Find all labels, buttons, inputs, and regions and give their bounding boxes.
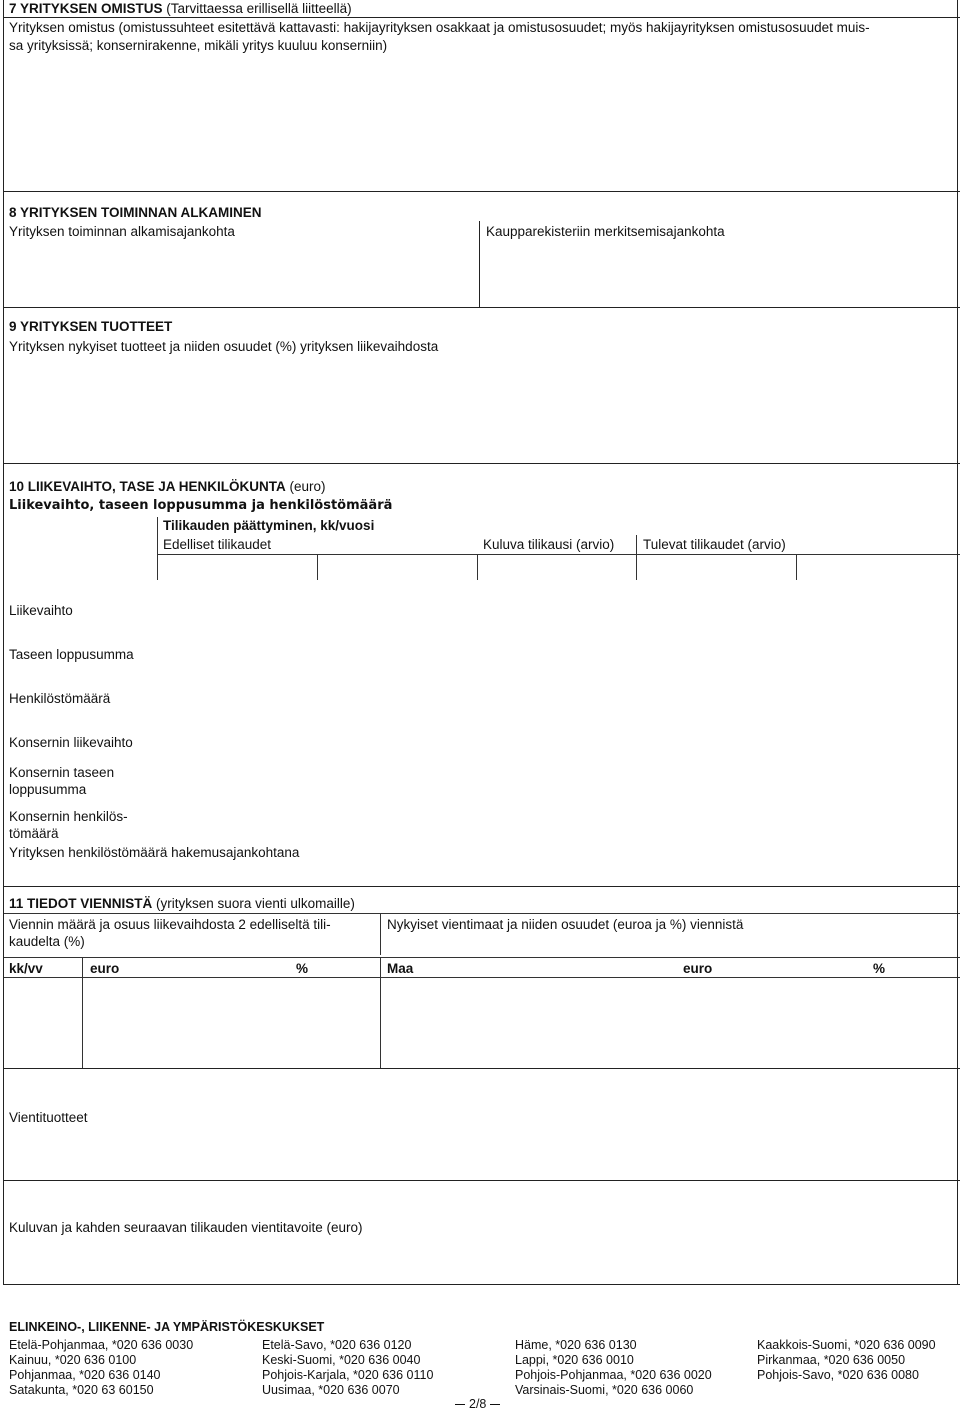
page-number-text: 2/8 — [469, 1397, 487, 1411]
export-countries-desc: Nykyiset vientimaat ja niiden osuudet (euroa ja %) viennistä — [387, 917, 744, 932]
divider — [317, 554, 318, 580]
frame-bottom — [3, 1284, 960, 1285]
divider — [3, 957, 960, 958]
dash-right — [490, 1404, 500, 1405]
office-entry: Etelä-Savo, *020 636 0120 — [262, 1338, 412, 1352]
office-entry: Satakunta, *020 63 60150 — [9, 1383, 154, 1397]
divider — [3, 1180, 960, 1181]
divider — [3, 977, 960, 978]
office-entry: Häme, *020 636 0130 — [515, 1338, 637, 1352]
divider — [380, 913, 381, 955]
col-current-period: Kuluva tilikausi (arvio) — [483, 537, 615, 552]
export-table-field[interactable] — [4, 979, 956, 1067]
col-previous-periods: Edelliset tilikaudet — [163, 537, 272, 552]
row-label-staff: Henkilöstömäärä — [9, 691, 111, 706]
row-label-balance-total: Taseen loppusumma — [9, 647, 134, 662]
divider — [636, 535, 637, 555]
section-11-title-suffix: (yrityksen suora vienti ulkomaille) — [156, 896, 355, 911]
divider — [479, 221, 480, 307]
col-month-year: kk/vv — [9, 961, 43, 976]
section-10-title-suffix: (euro) — [289, 479, 326, 494]
start-date-label: Yrityksen toiminnan alkamisajankohta — [9, 224, 235, 239]
registry-date-label: Kaupparekisteriin merkitsemisajankohta — [486, 224, 725, 239]
products-field[interactable] — [4, 358, 956, 462]
dash-left — [455, 1404, 465, 1405]
section-7-desc-line1: Yrityksen omistus (omistussuhteet esitettävä kattavasti: hakijayrityksen osakkaat ja omistusosuudet; myös hakijayrityksen omistusosuudet muis- — [9, 20, 870, 35]
office-entry: Lappi, *020 636 0010 — [515, 1353, 634, 1367]
section-7-heading — [9, 1, 352, 16]
divider — [157, 517, 158, 555]
col-percent: % — [296, 961, 309, 976]
frame-left — [3, 0, 4, 1284]
office-entry: Kaakkois-Suomi, *020 636 0090 — [757, 1338, 936, 1352]
row-label-group-revenue: Konsernin liikevaihto — [9, 735, 133, 750]
divider — [157, 554, 158, 580]
divider — [157, 554, 960, 555]
row-label-group-staff: Konsernin henkilös-tömäärä — [9, 809, 128, 841]
section-7-desc-line2: sa yrityksissä; konsernirakenne, mikäli yritys kuuluu konserniin) — [9, 38, 388, 53]
office-entry: Pohjanmaa, *020 636 0140 — [9, 1368, 161, 1382]
divider — [3, 913, 960, 914]
col-euro: euro — [90, 961, 120, 976]
section-10-heading — [9, 479, 326, 494]
frame-right — [957, 0, 958, 1284]
section-7-title: 7 YRITYKSEN OMISTUS — [9, 1, 163, 16]
office-entry: Pirkanmaa, *020 636 0050 — [757, 1353, 906, 1367]
divider — [3, 17, 960, 18]
section-10-title: 10 LIIKEVAIHTO, TASE JA HENKILÖKUNTA — [9, 479, 286, 494]
divider — [477, 554, 478, 580]
col-future-periods: Tulevat tilikaudet (arvio) — [643, 537, 786, 552]
col-euro-2: euro — [683, 961, 713, 976]
registry-date-field[interactable] — [482, 242, 956, 306]
office-entry: Etelä-Pohjanmaa, *020 636 0030 — [9, 1338, 194, 1352]
export-share-desc: Viennin määrä ja osuus liikevaihdosta 2 edelliseltä tili-kaudelta (%) — [9, 917, 331, 949]
office-entry: Uusimaa, *020 636 0070 — [262, 1383, 400, 1397]
start-date-field[interactable] — [4, 242, 476, 306]
office-entry: Pohjois-Pohjanmaa, *020 636 0020 — [515, 1368, 712, 1382]
divider — [3, 886, 960, 887]
office-entry: Keski-Suomi, *020 636 0040 — [262, 1353, 421, 1367]
section-10-subtitle: Liikevaihto, taseen loppusumma ja henkilöstömäärä — [9, 498, 393, 513]
section-11-heading — [9, 896, 355, 911]
section-9-title: 9 YRITYKSEN TUOTTEET — [9, 319, 173, 334]
export-target-field[interactable] — [4, 1182, 956, 1282]
divider — [3, 191, 960, 192]
row-label-group-balance-total: Konsernin taseen loppusumma — [9, 765, 115, 797]
period-heading: Tilikauden päättyminen, kk/vuosi — [163, 518, 375, 533]
col-percent-2: % — [873, 961, 886, 976]
office-entry: Pohjois-Savo, *020 636 0080 — [757, 1368, 919, 1382]
section-9-desc: Yrityksen nykyiset tuotteet ja niiden osuudet (%) yrityksen liikevaihdosta — [9, 339, 439, 354]
page-number — [455, 1397, 500, 1411]
divider — [796, 554, 797, 580]
office-entry: Pohjois-Karjala, *020 636 0110 — [262, 1368, 434, 1382]
office-entry: Kainuu, *020 636 0100 — [9, 1353, 137, 1367]
office-entry: Varsinais-Suomi, *020 636 0060 — [515, 1383, 694, 1397]
divider — [636, 554, 637, 580]
divider — [3, 307, 960, 308]
export-products-label: Vientituotteet — [9, 1110, 88, 1125]
section-7-title-suffix: (Tarvittaessa erillisellä liitteellä) — [166, 1, 352, 16]
footer-org: ELINKEINO-, LIIKENNE- JA YMPÄRISTÖKESKUKSET — [9, 1320, 325, 1334]
export-products-field[interactable] — [4, 1070, 956, 1178]
section-11-title: 11 TIEDOT VIENNISTÄ — [9, 896, 153, 911]
export-target-label: Kuluvan ja kahden seuraavan tilikauden vientitavoite (euro) — [9, 1220, 363, 1235]
divider — [3, 1068, 960, 1069]
row-label-revenue: Liikevaihto — [9, 603, 73, 618]
ownership-field[interactable] — [4, 58, 956, 190]
section-8-title: 8 YRITYKSEN TOIMINNAN ALKAMINEN — [9, 205, 262, 220]
financials-grid[interactable] — [158, 582, 956, 864]
divider — [3, 463, 960, 464]
staff-at-application-label: Yrityksen henkilöstömäärä hakemusajankohtana — [9, 845, 300, 860]
col-country: Maa — [387, 961, 414, 976]
